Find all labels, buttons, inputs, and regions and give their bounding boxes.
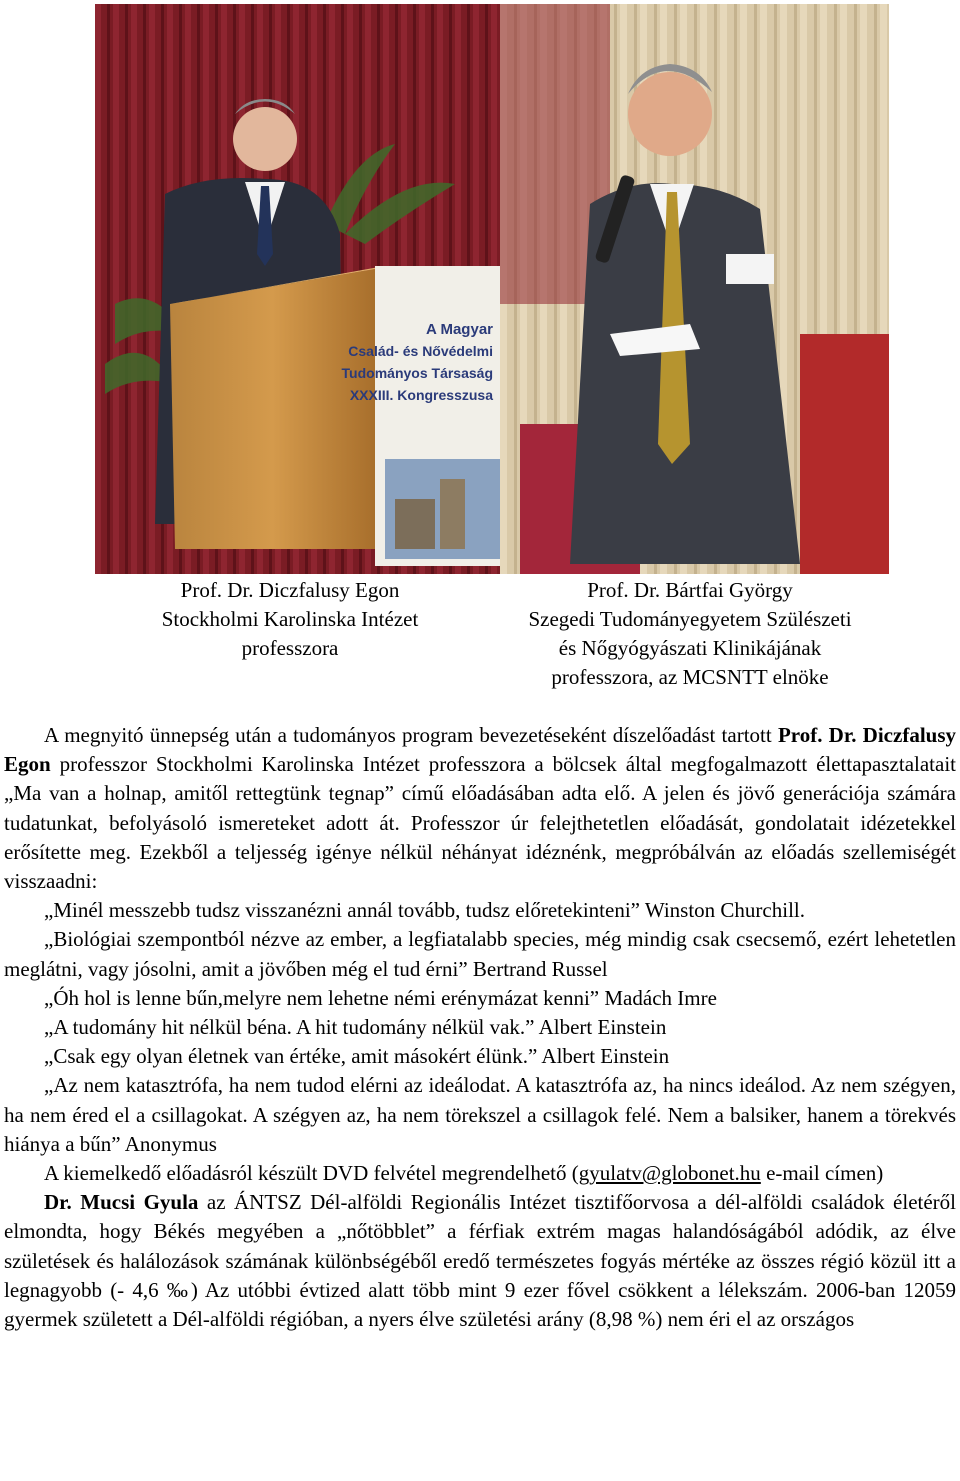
- caption-right-name: Prof. Dr. Bártfai György: [587, 578, 793, 602]
- article-body: [4, 721, 956, 1334]
- banner-line4: XXXIII. Kongresszusa: [349, 387, 493, 403]
- dvd-text-after: e-mail címen): [760, 1161, 884, 1186]
- caption-right: [485, 576, 895, 692]
- caption-right-line4: professzora, az MCSNTT elnöke: [551, 665, 829, 689]
- caption-left-line3: professzora: [241, 636, 339, 660]
- paragraph-mucsi: [4, 1188, 956, 1334]
- speaker2-name: Dr. Mucsi Gyula: [44, 1190, 199, 1215]
- photo-bartfai-gyorgy: [500, 4, 889, 574]
- paragraph-dvd: [4, 1159, 956, 1188]
- speaker1-text: professzor Stockholmi Karolinska Intézet professzora a bölcsek által megfogalmazott élettapasztalatait „Ma van a holnap, amitől rettegtünk tegnap” című előadásában adta elő. A jelen és jövő generációja számára tudatunkat, befolyásoló ismereteket adott át. Professzor úr felejthetetlen előadását, gondolatait idézetekkel erősítette meg. Ezekből a teljesség igénye nélkül néhányat idéznénk, megpróbálván az előadás szellemiségét visszaadni:: [4, 752, 956, 894]
- quote-2: „Biológiai szempontból nézve az ember, a legfiatalabb species, még mindig csak csecsemő, ezért lehetetlen meglátni, vagy jósolni, amit a jövőben még el tud érni” Bertrand Russel: [4, 927, 956, 981]
- caption-left-name: Prof. Dr. Diczfalusy Egon: [180, 578, 400, 602]
- speaker2-text: az ÁNTSZ Dél-alföldi Regionális Intézet tisztifőorvosa a dél-alföldi családok életéről elmondta, hogy Békés megyében a „nőtöbblet” a férfiak extrém magas halandóságából adódik, az élve születések és halálozások számának különbségéből eredő természetes fogyás mértéke az összes régió közül itt a legnagyobb (- 4,6 ‰) Az utóbbi évtized alatt több mint 9 ezer fővel csökkent a lélekszám. 2006-ban 12059 gyermek született a Dél-alföldi régióban, a nyers élve születési arány (8,98 %) nem éri el az országos: [4, 1190, 956, 1332]
- banner-line1: A Magyar: [426, 321, 493, 338]
- photo-diczfalusy-egon: [95, 4, 500, 574]
- speaker-with-microphone-image: [500, 4, 889, 574]
- quote-3: „Óh hol is lenne bűn,melyre nem lehetne némi erénymázat kenni” Madách Imre: [44, 985, 717, 1010]
- quote-6: „Az nem katasztrófa, ha nem tudod elérni az ideálodat. A katasztrófa az, ha nincs ideálod. Az nem szégyen, ha nem éred el a csillagokat. A szégyen az, ha nem törekszel a csillagok felé. Nem a balsiker, hanem a törekvés hiánya a bűn” Anonymus: [4, 1073, 956, 1156]
- speaker1-name: Prof. Dr. Diczfalusy Egon: [4, 723, 957, 777]
- dvd-text-before: A kiemelkedő előadásról készült DVD felvétel megrendelhető (: [44, 1161, 579, 1186]
- banner-line3: Tudományos Társaság: [341, 365, 493, 381]
- quote-4: „A tudomány hit nélkül béna. A hit tudomány nélkül vak.” Albert Einstein: [44, 1015, 667, 1040]
- paragraph-intro: [4, 721, 956, 896]
- intro-text: A megnyitó ünnepség után a tudományos program bevezetéseként díszelőadást tartott: [44, 723, 772, 747]
- caption-right-line3: és Nőgyógyászati Klinikájának: [558, 636, 822, 660]
- caption-right-line2: Szegedi Tudományegyetem Szülészeti: [528, 607, 852, 631]
- caption-left: [95, 576, 485, 663]
- speaker-at-podium-image: [95, 4, 500, 574]
- dvd-email-link[interactable]: gyulatv@globonet.hu: [578, 1161, 761, 1186]
- quote-5: „Csak egy olyan életnek van értéke, amit másokért élünk.” Albert Einstein: [44, 1044, 670, 1069]
- caption-left-line2: Stockholmi Karolinska Intézet: [161, 607, 419, 631]
- banner-line2: Család- és Nővédelmi: [348, 343, 493, 359]
- quote-1: „Minél messzebb tudsz visszanézni annál tovább, tudsz előretekinteni” Winston Churchill.: [44, 898, 805, 923]
